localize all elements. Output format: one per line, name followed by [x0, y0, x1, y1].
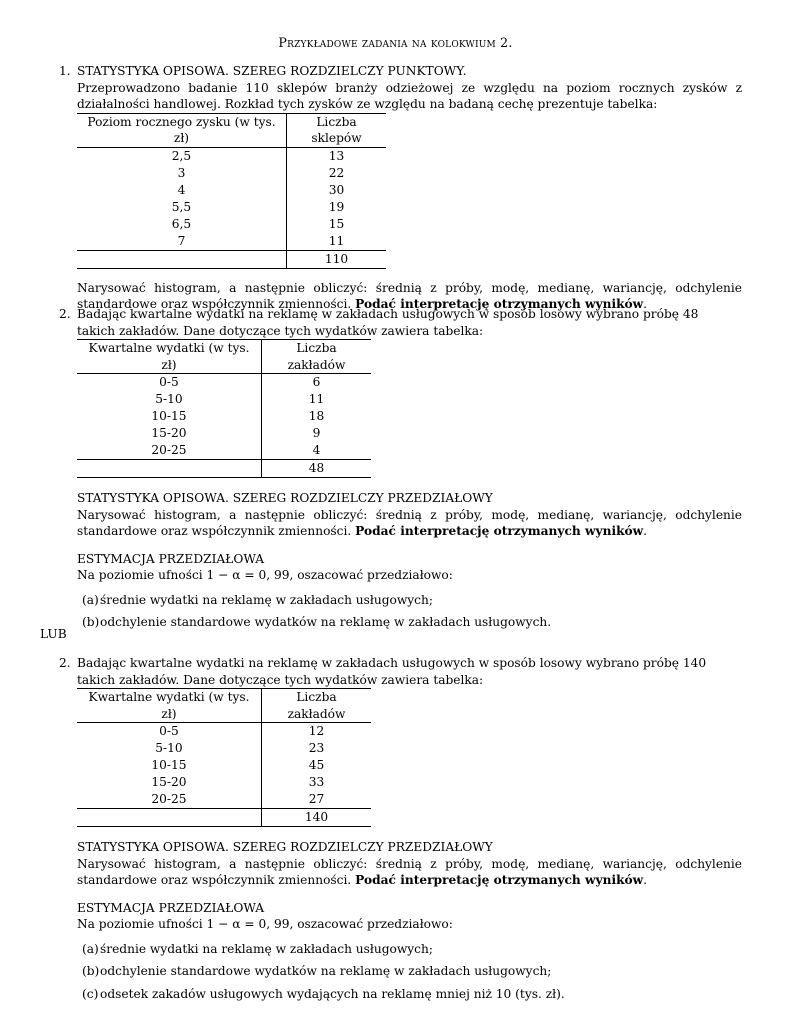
table-row — [77, 408, 371, 425]
task-intro: Badając kwartalne wydatki na reklamę w zakładach usługowych w sposób losowy wybrano próbę 140 takich zakładów. Dane dotyczące tych wydatków zawiera tabelka: — [77, 656, 707, 687]
estimation-list — [77, 941, 742, 1003]
task-instruction: Narysować histogram, a następnie obliczyć: średnią z próby, modę, medianę, wariancję, odchylenie standardowe oraz współczynnik zmienności. Podać interpretację otrzymanych wyników. — [77, 280, 742, 311]
task-2a — [59, 306, 742, 637]
estimation-heading: ESTYMACJA PRZEDZIAŁOWA — [77, 900, 265, 915]
table-cell: 13 — [328, 148, 345, 163]
table-cell: 6 — [312, 375, 321, 390]
instruction-text: Narysować histogram, a następnie obliczyć: średnią z próby, modę, medianę, wariancję, odchylenie standardowe oraz współczynnik zmienności. — [77, 856, 742, 887]
task-heading: STATYSTYKA OPISOWA. SZEREG ROZDZIELCZY PRZEDZIAŁOWY — [77, 840, 493, 854]
list-item-label: (c) — [82, 987, 99, 1002]
table-row — [77, 374, 371, 392]
table-cell: 23 — [308, 741, 325, 756]
list-item-text: średnie wydatki na reklamę w zakładach usługowych; — [100, 592, 433, 607]
list-item-text: średnie wydatki na reklamę w zakładach usługowych; — [100, 941, 433, 956]
estimation-intro: Na poziomie ufności 1 − α = 0, 99, oszacować przedziałowo: — [77, 568, 453, 582]
task-heading: STATYSTYKA OPISOWA. SZEREG ROZDZIELCZY PUNKTOWY. — [77, 64, 467, 78]
table-row — [77, 740, 371, 757]
table-cell: 22 — [328, 165, 345, 180]
table-cell: 4 — [77, 182, 287, 199]
table-row — [77, 233, 386, 251]
data-table — [77, 113, 386, 269]
table-row — [77, 757, 371, 774]
table-row — [77, 391, 371, 408]
table-row — [77, 216, 386, 233]
list-item — [77, 941, 742, 958]
table-row — [77, 442, 371, 460]
list-item — [77, 592, 742, 609]
table-cell: 12 — [308, 724, 325, 739]
table-cell-empty — [77, 809, 262, 827]
table-cell: 0-5 — [77, 723, 262, 741]
task-number: 2. — [59, 656, 71, 670]
estimation-list — [77, 592, 742, 631]
table-cell: 19 — [328, 199, 345, 214]
list-item — [77, 614, 742, 631]
task-number: 1. — [59, 64, 71, 78]
list-item-label: (a) — [82, 941, 99, 956]
table-cell: 10-15 — [77, 408, 262, 425]
task-heading: STATYSTYKA OPISOWA. SZEREG ROZDZIELCZY PRZEDZIAŁOWY — [77, 491, 493, 505]
table-cell: 30 — [328, 182, 345, 197]
table-cell: 3 — [77, 165, 287, 182]
table-cell: 0-5 — [77, 374, 262, 392]
table-row — [77, 425, 371, 442]
table-total: 140 — [262, 809, 372, 827]
task-1 — [59, 63, 742, 313]
separator-or: LUB — [40, 627, 67, 641]
table-cell-empty — [77, 250, 287, 268]
table-row — [77, 199, 386, 216]
list-item-text: odchylenie standardowe wydatków na reklamę w zakładach usługowych; — [100, 964, 552, 979]
table-header-row — [77, 689, 371, 723]
table-cell: 7 — [77, 233, 287, 251]
table-row — [77, 147, 386, 165]
table-cell-empty — [77, 460, 262, 478]
instruction-emphasis: Podać interpretację otrzymanych wyników — [355, 297, 644, 311]
page-title: Przykładowe zadania na kolokwium 2. — [278, 35, 513, 50]
task-instruction: Narysować histogram, a następnie obliczyć: średnią z próby, modę, medianę, wariancję, odchylenie standardowe oraz współczynnik zmienności. Podać interpretację otrzymanych wyników. — [77, 856, 742, 887]
table-header-row — [77, 113, 386, 147]
task-number: 2. — [59, 307, 71, 321]
list-item — [77, 963, 742, 980]
table-header-cell: Poziom rocznego zysku (w tys. zł) — [77, 113, 287, 147]
table-cell: 5-10 — [77, 391, 262, 408]
task-2b — [59, 655, 742, 1009]
table-cell: 5-10 — [77, 740, 262, 757]
table-row — [77, 182, 386, 199]
table-header-cell: Kwartalne wydatki (w tys. zł) — [77, 340, 262, 374]
table-cell: 11 — [328, 233, 345, 248]
table-header-cell: Liczba sklepów — [287, 113, 387, 147]
table-cell: 20-25 — [77, 791, 262, 809]
list-item — [77, 986, 742, 1003]
table-row — [77, 723, 371, 741]
task-intro: Przeprowadzono badanie 110 sklepów branży odzieżowej ze względu na poziom rocznych zysków z działalności handlowej. Rozkład tych zysków ze względu na badaną cechę prezentuje tabelka: — [77, 80, 742, 111]
instruction-text: Narysować histogram, a następnie obliczyć: średnią z próby, modę, medianę, wariancję, odchylenie standardowe oraz współczynnik zmienności. — [77, 280, 742, 311]
table-total-row — [77, 809, 371, 827]
task-instruction: Narysować histogram, a następnie obliczyć: średnią z próby, modę, medianę, wariancję, odchylenie standardowe oraz współczynnik zmienności. Podać interpretację otrzymanych wyników. — [77, 507, 742, 538]
table-cell: 4 — [312, 443, 321, 458]
table-cell: 10-15 — [77, 757, 262, 774]
task-intro: Badając kwartalne wydatki na reklamę w zakładach usługowych w sposób losowy wybrano próbę 48 takich zakładów. Dane dotyczące tych wydatków zawiera tabelka: — [77, 307, 699, 338]
table-cell: 11 — [308, 392, 325, 407]
table-header-row — [77, 340, 371, 374]
table-cell: 5,5 — [77, 199, 287, 216]
table-total: 110 — [287, 250, 387, 268]
list-item-label: (a) — [82, 592, 99, 607]
estimation-intro: Na poziomie ufności 1 − α = 0, 99, oszacować przedziałowo: — [77, 917, 453, 931]
table-cell: 6,5 — [77, 216, 287, 233]
estimation-heading: ESTYMACJA PRZEDZIAŁOWA — [77, 551, 265, 566]
table-cell: 9 — [312, 426, 321, 441]
table-header-cell: Liczba zakładów — [262, 689, 372, 723]
table-cell: 33 — [308, 775, 325, 790]
table-row — [77, 165, 386, 182]
table-cell: 27 — [308, 792, 325, 807]
instruction-emphasis: Podać interpretację otrzymanych wyników — [355, 524, 644, 538]
table-cell: 45 — [308, 758, 325, 773]
table-total: 48 — [262, 460, 372, 478]
list-item-text: odchylenie standardowe wydatków na reklamę w zakładach usługowych. — [100, 615, 552, 630]
data-table — [77, 339, 371, 478]
table-cell: 15-20 — [77, 774, 262, 791]
table-total-row — [77, 460, 371, 478]
table-header-cell: Liczba zakładów — [262, 340, 372, 374]
table-cell: 15 — [328, 216, 345, 231]
instruction-text: Narysować histogram, a następnie obliczyć: średnią z próby, modę, medianę, wariancję, odchylenie standardowe oraz współczynnik zmienności. — [77, 507, 742, 538]
list-item-text: odsetek zakadów usługowych wydających na reklamę mniej niż 10 (tys. zł). — [100, 987, 565, 1002]
table-header-cell: Kwartalne wydatki (w tys. zł) — [77, 689, 262, 723]
table-cell: 20-25 — [77, 442, 262, 460]
table-row — [77, 774, 371, 791]
table-row — [77, 791, 371, 809]
data-table — [77, 688, 371, 827]
list-item-label: (b) — [82, 964, 100, 979]
table-cell: 18 — [308, 409, 325, 424]
table-total-row — [77, 250, 386, 268]
table-cell: 15-20 — [77, 425, 262, 442]
instruction-emphasis: Podać interpretację otrzymanych wyników — [355, 873, 644, 887]
list-item-label: (b) — [82, 615, 100, 630]
table-cell: 2,5 — [77, 147, 287, 165]
